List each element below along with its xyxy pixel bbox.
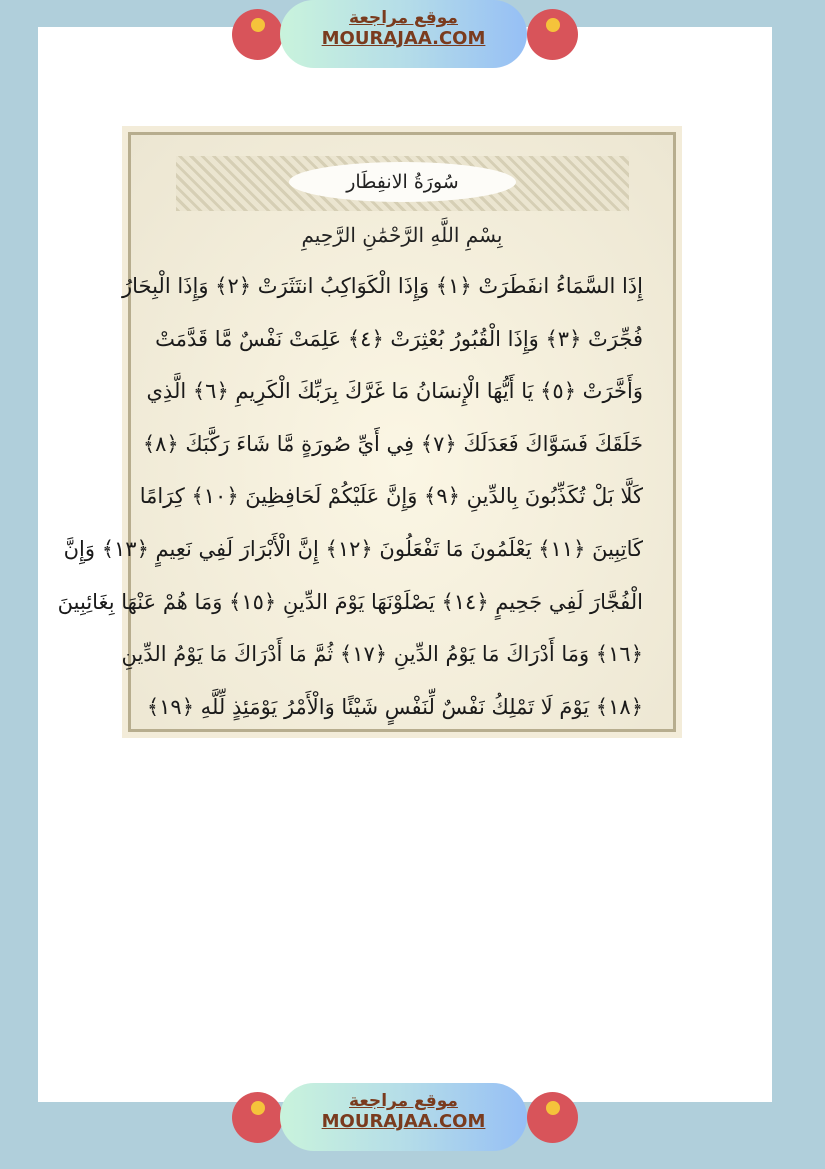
surah-frame	[57, 132, 676, 732]
surah-title: سُورَةُ الانفِطَار	[289, 162, 516, 202]
book-icon	[546, 1101, 560, 1115]
surah-header-ornament	[176, 156, 629, 211]
footer-banner[interactable]	[232, 1083, 578, 1153]
verse-line: ﴿١٨﴾ يَوْمَ لَا تَمْلِكُ نَفْسٌ لِّنَفْسٍ شَيْئًا وَالْأَمْرُ يَوْمَئِذٍ لِّلَّهِ ﴿١٩﴾	[146, 694, 643, 719]
verse-line: إِذَا السَّمَاءُ انفَطَرَتْ ﴿١﴾ وَإِذَا الْكَوَاكِبُ انتَثَرَتْ ﴿٢﴾ وَإِذَا الْبِحَارُ	[122, 274, 643, 298]
verse-line: الْفُجَّارَ لَفِي جَحِيمٍ ﴿١٤﴾ يَصْلَوْنَهَا يَوْمَ الدِّينِ ﴿١٥﴾ وَمَا هُمْ عَنْهَا بِغَائِبِينَ	[57, 589, 643, 614]
site-logo-right	[527, 9, 578, 60]
verse-line: كَاتِبِينَ ﴿١١﴾ يَعْلَمُونَ مَا تَفْعَلُونَ ﴿١٢﴾ إِنَّ الْأَبْرَارَ لَفِي نَعِيمٍ ﴿١٣﴾ وَإِنَّ	[63, 536, 643, 561]
surah-image	[57, 126, 682, 738]
book-icon	[546, 18, 560, 32]
site-name-arabic: موقع مراجعة	[349, 1091, 458, 1111]
site-logo-right	[527, 1092, 578, 1143]
verse-line: ﴿١٦﴾ وَمَا أَدْرَاكَ مَا يَوْمُ الدِّينِ ﴿١٧﴾ ثُمَّ مَا أَدْرَاكَ مَا يَوْمُ الدِّينِ	[121, 642, 643, 667]
verse-line: فُجِّرَتْ ﴿٣﴾ وَإِذَا الْقُبُورُ بُعْثِرَتْ ﴿٤﴾ عَلِمَتْ نَفْسٌ مَّا قَدَّمَتْ	[155, 326, 643, 351]
book-icon	[251, 1101, 265, 1115]
basmala: بِسْمِ اللَّهِ الرَّحْمَٰنِ الرَّحِيمِ	[301, 223, 503, 247]
site-name-latin: MOURAJAA.COM	[321, 28, 486, 49]
verse-line: كَلَّا بَلْ تُكَذِّبُونَ بِالدِّينِ ﴿٩﴾ وَإِنَّ عَلَيْكُمْ لَحَافِظِينَ ﴿١٠﴾ كِرَامًا	[139, 484, 643, 509]
site-logo-left	[232, 9, 283, 60]
site-name-arabic: موقع مراجعة	[349, 8, 458, 28]
site-name-latin: MOURAJAA.COM	[321, 1111, 486, 1132]
site-logo-left	[232, 1092, 283, 1143]
book-icon	[251, 18, 265, 32]
header-banner[interactable]	[232, 0, 578, 70]
verses	[57, 260, 643, 733]
site-link[interactable]	[280, 0, 527, 68]
verse-line: وَأَخَّرَتْ ﴿٥﴾ يَا أَيُّهَا الْإِنسَانُ مَا غَرَّكَ بِرَبِّكَ الْكَرِيمِ ﴿٦﴾ الَّذِي	[146, 379, 643, 404]
site-link[interactable]	[280, 1083, 527, 1151]
verse-line: خَلَقَكَ فَسَوَّاكَ فَعَدَلَكَ ﴿٧﴾ فِي أَيِّ صُورَةٍ مَّا شَاءَ رَكَّبَكَ ﴿٨﴾	[142, 431, 643, 456]
